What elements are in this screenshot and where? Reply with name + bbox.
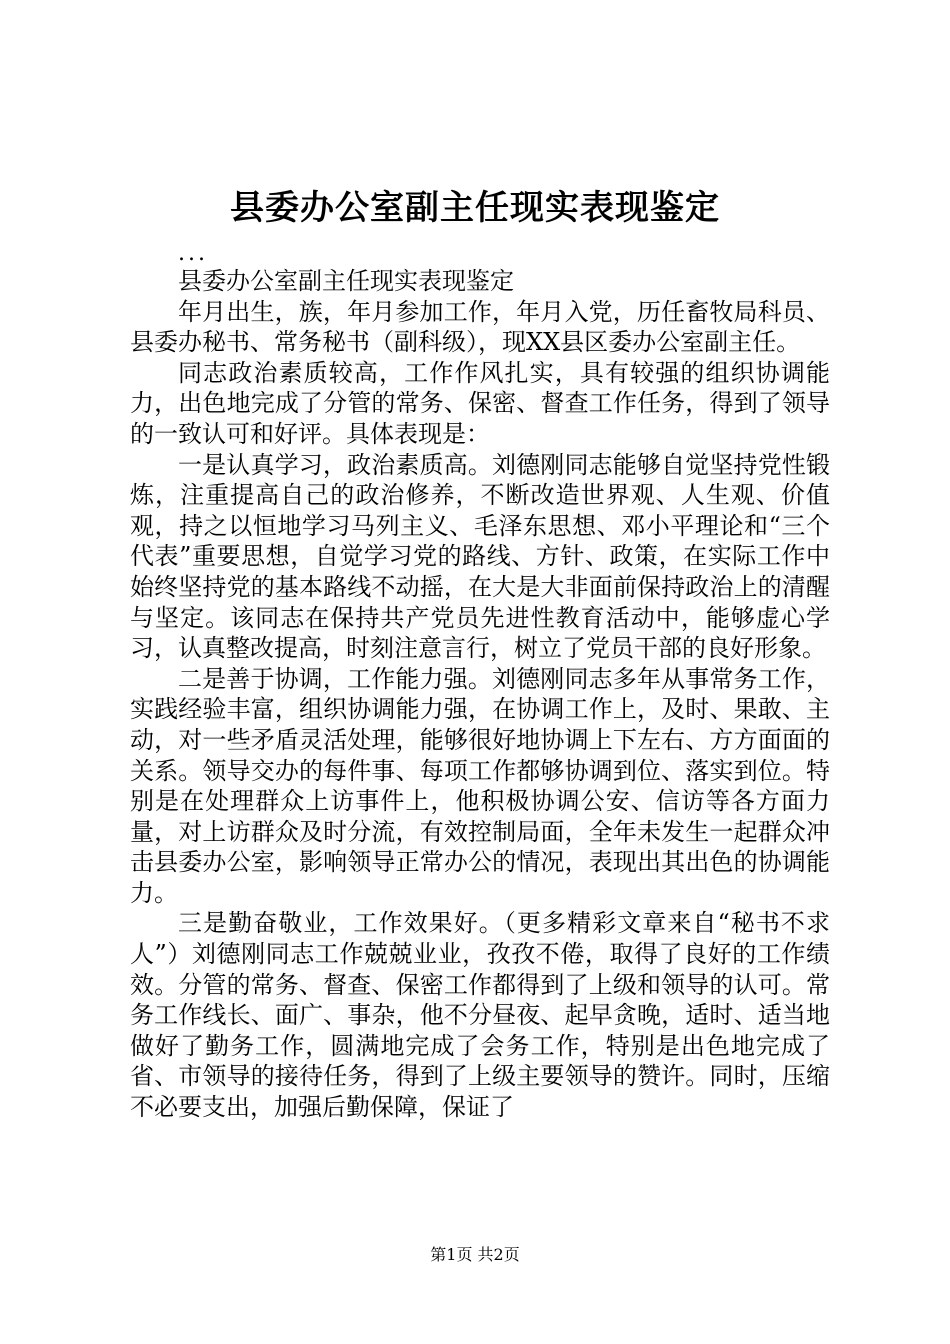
paragraph-point-two: 二是善于协调，工作能力强。刘德刚同志多年从事常务工作，实践经验丰富，组织协调能力强，在协调工作上，及时、果敢、主动，对一些矛盾灵活处理，能够很好地协调上下左右、方方面面的关系。领导交办的每件事、每项工作都够协调到位、落实到位。特别是在处理群众上访事件上，他积极协调公安、信访等各方面力量，对上访群众及时分流，有效控制局面，全年未发生一起群众冲击县委办公室，影响领导正常办公的情况，表现出其出色的协调能力。 (130, 664, 830, 907)
paragraph-basic-info: 年月出生，族，年月参加工作，年月入党，历任畜牧局科员、县委办秘书、常务秘书（副科级），现XX县区委办公室副主任。 (130, 297, 830, 357)
paragraph-overview: 同志政治素质较高，工作作风扎实，具有较强的组织协调能力，出色地完成了分管的常务、保密、督查工作任务，得到了领导的一致认可和好评。具体表现是： (130, 358, 830, 448)
paragraph-subtitle: 县委办公室副主任现实表现鉴定 (178, 267, 514, 295)
document-title: 县委办公室副主任现实表现鉴定 (230, 188, 720, 228)
page-footer: 第1页 共2页 (430, 1245, 520, 1264)
ellipsis-marker: ... (178, 241, 208, 266)
paragraph-point-one: 一是认真学习，政治素质高。刘德刚同志能够自觉坚持党性锻炼，注重提高自己的政治修养，不断改造世界观、人生观、价值观，持之以恒地学习马列主义、毛泽东思想、邓小平理论和“三个代表”重要思想，自觉学习党的路线、方针、政策，在实际工作中始终坚持党的基本路线不动摇，在大是大非面前保持政治上的清醒与坚定。该同志在保持共产党员先进性教育活动中，能够虚心学习，认真整改提高，时刻注意言行，树立了党员干部的良好形象。 (130, 450, 830, 663)
document-body (130, 266, 830, 1123)
paragraph-point-three: 三是勤奋敬业，工作效果好。（更多精彩文章来自“秘书不求人”）刘德刚同志工作兢兢业业，孜孜不倦，取得了良好的工作绩效。分管的常务、督查、保密工作都得到了上级和领导的认可。常务工作线长、面广、事杂，他不分昼夜、起早贪晚，适时、适当地做好了勤务工作，圆满地完成了会务工作，特别是出色地完成了省、市领导的接待任务，得到了上级主要领导的赞许。同时，压缩不必要支出，加强后勤保障，保证了 (130, 909, 830, 1122)
